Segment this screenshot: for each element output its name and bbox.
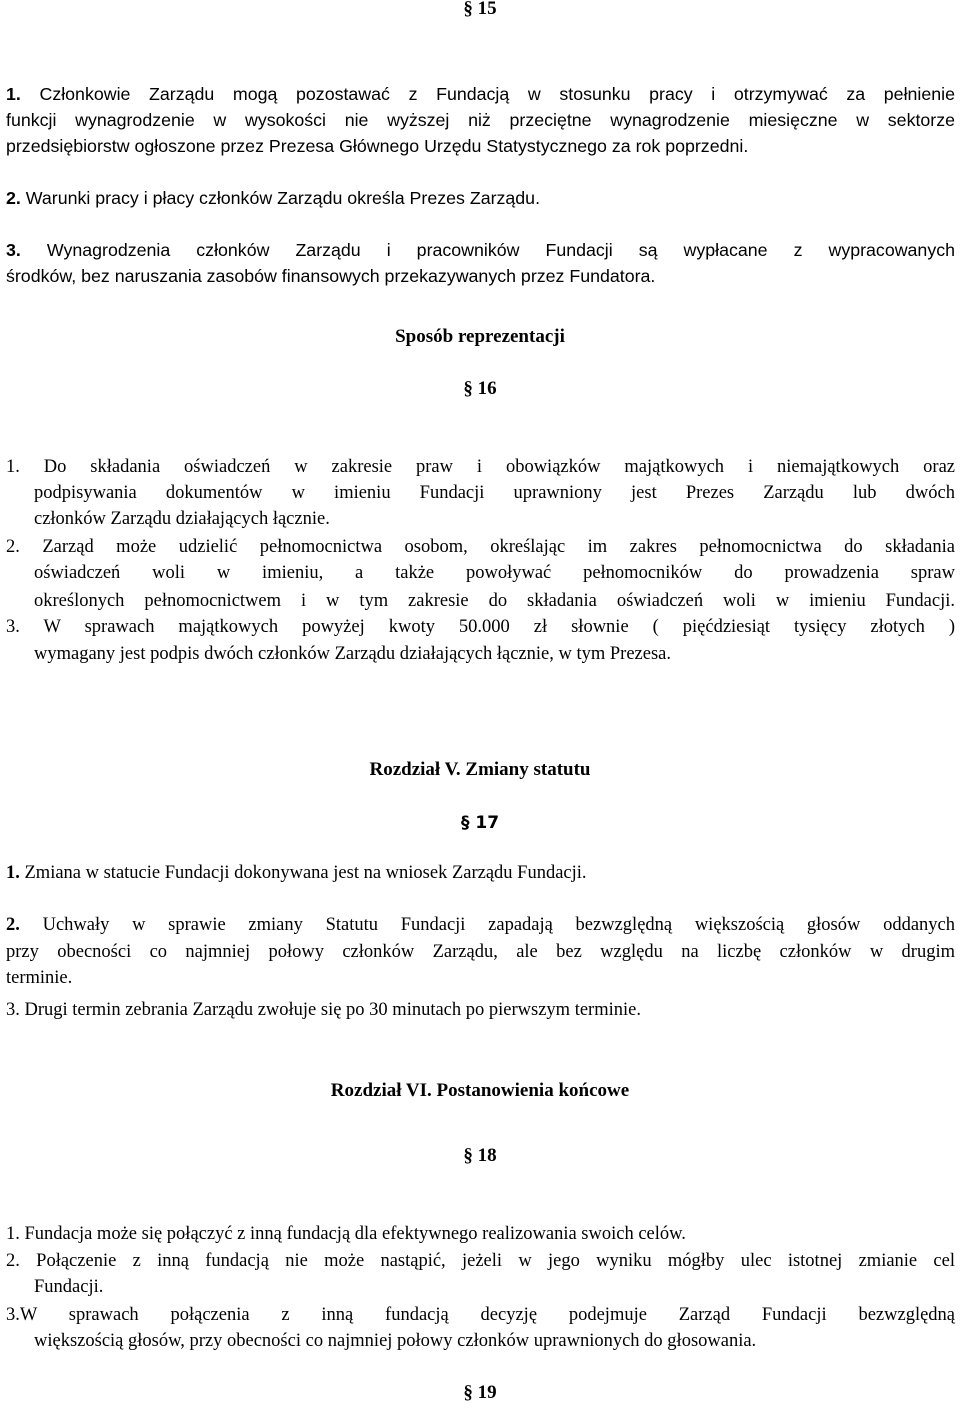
sec16-p3-line1: 3. W sprawach majątkowych powyżej kwoty 50.000 zł słownie ( pięćdziesiąt tysięcy złotych ) <box>6 617 955 637</box>
section-15-marker: § 15 <box>463 0 497 19</box>
sec16-p1-line2: podpisywania dokumentów w imieniu Fundacji uprawniony jest Prezes Zarządu lub dwóch <box>34 483 955 503</box>
sec15-p3-text1: Wynagrodzenia członków Zarządu i pracowników Fundacji są wypłacane z wypracowanych <box>46 240 955 260</box>
sec16-p2-line2: oświadczeń woli w imieniu, a także powoływać pełnomocników do prowadzenia spraw <box>34 563 955 583</box>
sec15-p2-line1 <box>6 185 955 211</box>
sec15-p2-text1: Warunki pracy i płacy członków Zarządu określa Prezes Zarządu. <box>25 188 541 208</box>
sec16-p2-line3: określonych pełnomocnictwem i w tym zakresie do składania oświadczeń woli w imieniu Fundacji. <box>34 591 955 611</box>
section-16-marker: § 16 <box>463 378 497 399</box>
sec15-p1-number: 1. <box>6 84 21 104</box>
sec17-p1-line1 <box>6 860 955 886</box>
section-18-marker: § 18 <box>463 1145 497 1166</box>
sec18-p1-line1: 1. Fundacja może się połączyć z inną fundacją dla efektywnego realizowania swoich celów. <box>6 1224 686 1244</box>
sec16-p2-line1: 2. Zarząd może udzielić pełnomocnictwa osobom, określając im zakres pełnomocnictwa do składania <box>6 537 955 557</box>
sec15-p3-number: 3. <box>6 240 21 260</box>
sec15-p3-line2: środków, bez naruszania zasobów finansowych przekazywanych przez Fundatora. <box>6 266 656 286</box>
sec17-p2-text1: Uchwały w sprawie zmiany Statutu Fundacji zapadają bezwzględną większością głosów oddanych <box>42 915 956 935</box>
chapter-5-heading: Rozdział V. Zmiany statutu <box>369 759 591 780</box>
sec16-p3-line2: wymagany jest podpis dwóch członków Zarządu działających łącznie, w tym Prezesa. <box>34 644 671 664</box>
section-17-marker: § 17 <box>460 813 500 833</box>
sec17-p2-line1 <box>6 912 955 938</box>
chapter-6-heading: Rozdział VI. Postanowienia końcowe <box>330 1080 630 1101</box>
sec16-p1-line3: członków Zarządu działających łącznie. <box>34 509 330 529</box>
sec17-p1-number: 1. <box>6 863 20 883</box>
sec18-p2-line2: Fundacji. <box>34 1277 104 1297</box>
sec18-p2-line1: 2. Połączenie z inną fundacją nie może nastąpić, jeżeli w jego wyniku mógłby ulec istotnej zmianie cel <box>6 1251 955 1271</box>
sec15-p3-line1 <box>6 237 955 263</box>
sec17-p2-line2: przy obecności co najmniej połowy członków Zarządu, ale bez względu na liczbę członków w drugim <box>6 942 955 962</box>
sec15-p1-line2: funkcji wynagrodzenie w wysokości nie wyższej niż przeciętne wynagrodzenie miesięczne w sektorze <box>6 110 955 130</box>
heading-representation: Sposób reprezentacji <box>395 326 565 347</box>
sec17-p2-number: 2. <box>6 915 20 935</box>
sec15-p1-line1 <box>6 81 955 107</box>
sec15-p1-text1: Członkowie Zarządu mogą pozostawać z Fundacją w stosunku pracy i otrzymywać za pełnienie <box>39 84 955 104</box>
sec15-p2-number: 2. <box>6 188 21 208</box>
sec15-p1-line3: przedsiębiorstw ogłoszone przez Prezesa Głównego Urzędu Statystycznego za rok poprzedni. <box>6 136 749 156</box>
sec18-p3-line1: 3.W sprawach połączenia z inną fundacją decyzję podejmuje Zarząd Fundacji bezwzględną <box>6 1305 955 1325</box>
sec17-p1-text1: Zmiana w statucie Fundacji dokonywana jest na wniosek Zarządu Fundacji. <box>24 863 587 883</box>
sec18-p3-line2: większością głosów, przy obecności co najmniej połowy członków uprawnionych do głosowania. <box>34 1331 757 1351</box>
section-19-marker: § 19 <box>463 1382 497 1403</box>
sec17-p2-line3: terminie. <box>6 968 73 988</box>
sec16-p1-line1: 1. Do składania oświadczeń w zakresie praw i obowiązków majątkowych i niemajątkowych oraz <box>6 457 955 477</box>
sec17-p3-line1: 3. Drugi termin zebrania Zarządu zwołuje się po 30 minutach po pierwszym terminie. <box>6 1000 641 1020</box>
